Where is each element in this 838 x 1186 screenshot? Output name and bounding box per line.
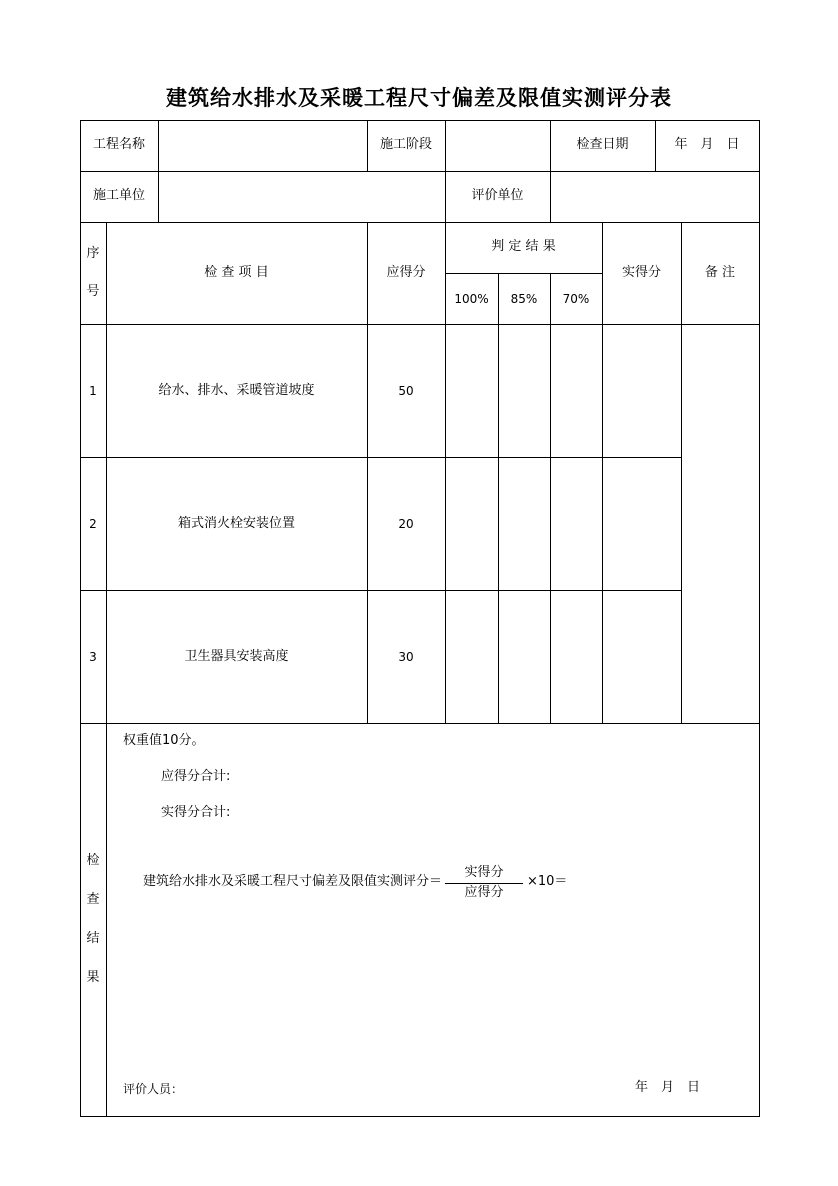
expected-total-label: 应得分合计: — [161, 769, 231, 784]
grid-line — [681, 222, 682, 724]
grid-line — [80, 457, 682, 458]
grid-line — [80, 171, 760, 172]
result-label-char: 查 — [86, 892, 100, 907]
row-number: 1 — [89, 384, 97, 398]
item-header: 检 查 项 目 — [204, 265, 269, 280]
grid-line — [80, 120, 760, 121]
project-name-label: 工程名称 — [92, 137, 145, 152]
grid-line — [445, 273, 603, 274]
grid-line — [602, 222, 603, 724]
grid-line — [550, 120, 551, 222]
grid-line — [80, 590, 682, 591]
grid-line — [106, 222, 107, 1117]
remarks-header: 备 注 — [704, 265, 736, 280]
row-item: 卫生器具安装高度 — [184, 649, 289, 664]
grid-line — [498, 273, 499, 724]
grid-line — [80, 723, 760, 724]
grid-line — [80, 120, 81, 1117]
expected-score-header: 应得分 — [386, 265, 426, 280]
check-date-label: 检查日期 — [576, 137, 629, 152]
grid-line — [80, 324, 760, 325]
row-score: 30 — [398, 650, 414, 664]
actual-total-label: 实得分合计: — [161, 805, 231, 820]
grid-line — [445, 120, 446, 222]
row-score: 50 — [398, 384, 414, 398]
result-label-char: 果 — [86, 970, 100, 985]
construction-stage-label: 施工阶段 — [379, 137, 432, 152]
judgement-header: 判 定 结 果 — [491, 239, 556, 254]
construction-unit-label: 施工单位 — [92, 188, 145, 203]
grid-line — [550, 273, 551, 724]
grid-line — [80, 222, 760, 223]
fraction-bar — [445, 883, 523, 884]
seq-header-char: 序 — [86, 246, 100, 261]
page-title: 建筑给水排水及采暖工程尺寸偏差及限值实测评分表 — [166, 86, 672, 110]
formula-numerator: 实得分 — [464, 865, 504, 880]
pct-70-header: 70% — [562, 292, 590, 306]
pct-100-header: 100% — [454, 292, 489, 306]
grid-line — [158, 120, 159, 222]
formula-left: 建筑给水排水及采暖工程尺寸偏差及限值实测评分＝ — [143, 874, 443, 889]
result-label-char: 检 — [86, 853, 100, 868]
row-item: 箱式消火栓安装位置 — [177, 516, 295, 531]
row-score: 20 — [398, 517, 414, 531]
actual-score-header: 实得分 — [621, 265, 661, 280]
formula-denominator: 应得分 — [464, 885, 504, 900]
grid-line — [759, 120, 760, 1117]
pct-85-header: 85% — [510, 292, 538, 306]
seq-header-char: 号 — [86, 284, 100, 299]
row-number: 3 — [89, 650, 97, 664]
row-item: 给水、排水、采暖管道坡度 — [158, 383, 315, 398]
evaluation-date: 年 月 日 — [635, 1080, 701, 1095]
formula-right: ×10＝ — [527, 874, 568, 889]
evaluation-unit-label: 评价单位 — [471, 188, 524, 203]
row-number: 2 — [89, 517, 97, 531]
weight-text: 权重值10分。 — [123, 733, 205, 748]
grid-line — [80, 1116, 760, 1117]
result-label-char: 结 — [86, 931, 100, 946]
evaluator-label: 评价人员： — [123, 1082, 184, 1096]
check-date-value: 年 月 日 — [674, 137, 740, 152]
